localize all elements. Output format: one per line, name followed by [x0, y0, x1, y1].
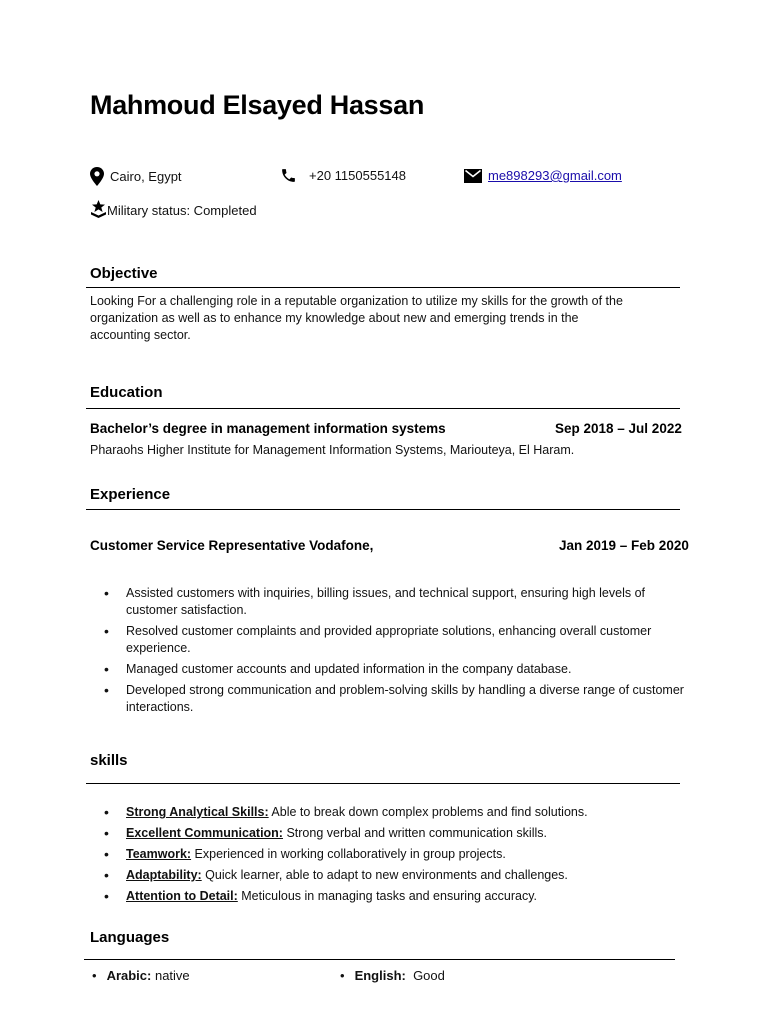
skill-name: Adaptability:: [126, 868, 202, 882]
skill-name: Strong Analytical Skills:: [126, 805, 269, 819]
skill-item: [104, 846, 694, 863]
list-item: • Resolved customer complaints and provided appropriate solutions, enhancing overall customer experience.: [104, 623, 694, 657]
location-contact: [90, 167, 182, 186]
map-pin-icon: [90, 167, 104, 186]
objective-divider: [86, 287, 680, 288]
education-divider: [86, 408, 680, 409]
bullet-icon: •: [340, 968, 345, 983]
location-text: Cairo, Egypt: [110, 169, 182, 184]
languages-heading: Languages: [90, 929, 170, 946]
bullet-icon: •: [92, 968, 97, 983]
language-name: English:: [354, 968, 406, 983]
skill-name: Excellent Communication:: [126, 826, 283, 840]
skill-name: Attention to Detail:: [126, 889, 238, 903]
language-item-arabic: [92, 968, 190, 983]
skill-item: [104, 825, 694, 842]
list-item: • Assisted customers with inquiries, billing issues, and technical support, ensuring high levels of customer satisfaction.: [104, 585, 694, 619]
skill-desc: Quick learner, able to adapt to new environments and challenges.: [201, 868, 568, 882]
objective-heading: Objective: [90, 265, 158, 282]
phone-icon: [280, 167, 297, 184]
experience-dates: Jan 2019 – Feb 2020: [559, 538, 689, 553]
skill-item: [104, 804, 694, 821]
skill-name: Teamwork:: [126, 847, 192, 861]
objective-text: Looking For a challenging role in a reputable organization to utilize my skills for the growth of the organization as well as to enhance my knowledge about new and emerging trends in the accounting sector.: [90, 294, 623, 342]
phone-text: +20 1150555148: [309, 168, 406, 183]
language-item-english: [340, 968, 445, 983]
education-heading: Education: [90, 384, 163, 401]
skill-item: [104, 867, 694, 884]
language-level: native: [151, 968, 190, 983]
experience-bullets: [104, 585, 694, 716]
candidate-name: Mahmoud Elsayed Hassan: [90, 90, 425, 120]
skill-desc: Able to break down complex problems and find solutions.: [268, 805, 588, 819]
institution-text: Pharaohs Higher Institute for Management Information Systems, Mariouteya, El Haram.: [90, 443, 575, 457]
military-status-text: Military status: Completed: [107, 202, 257, 218]
language-name: Arabic:: [106, 968, 152, 983]
skills-list: [104, 804, 694, 905]
skill-desc: Meticulous in managing tasks and ensuring accuracy.: [237, 889, 538, 903]
phone-contact: [280, 167, 406, 184]
degree-title: Bachelor’s degree in management information systems: [90, 421, 446, 436]
military-star-icon: [90, 200, 107, 220]
email-contact: [464, 168, 622, 183]
skill-item: [104, 888, 694, 905]
skill-desc: Strong verbal and written communication skills.: [282, 826, 547, 840]
skills-divider: [86, 783, 680, 784]
skill-desc: Experienced in working collaboratively in group projects.: [191, 847, 506, 861]
military-contact: [90, 200, 257, 220]
experience-divider: [86, 509, 680, 510]
job-title: Customer Service Representative Vodafone,: [90, 538, 374, 553]
list-item: • Developed strong communication and problem-solving skills by handling a diverse range of customer interactions.: [104, 682, 694, 716]
experience-heading: Experience: [90, 486, 171, 503]
languages-divider: [84, 959, 675, 960]
email-link[interactable]: me898293@gmail.com: [488, 168, 622, 183]
skills-heading: skills: [90, 752, 128, 769]
language-level: Good: [405, 968, 445, 983]
education-dates: Sep 2018 – Jul 2022: [555, 421, 682, 436]
envelope-icon: [464, 169, 482, 183]
list-item: • Managed customer accounts and updated information in the company database.: [104, 661, 694, 678]
